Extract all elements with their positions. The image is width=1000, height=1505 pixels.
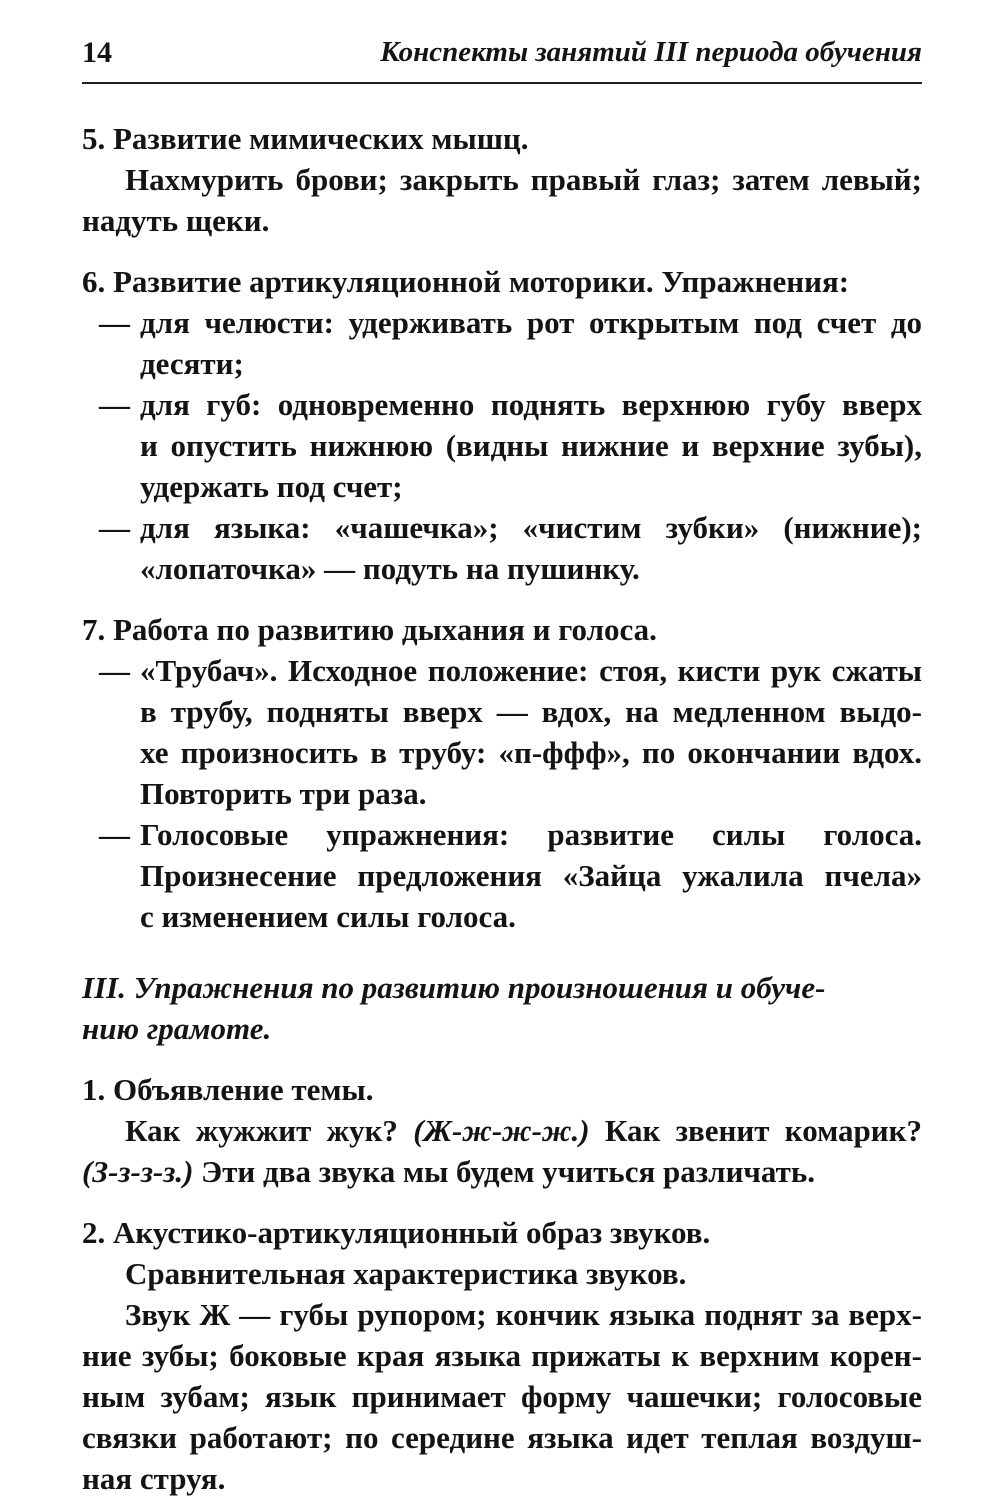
item-1-text-line: (З-з-з-з.) Эти два звука мы будем учиться различать. bbox=[82, 1154, 815, 1189]
item-2-text-line: ным зубам; язык принимает форму чашечки; голосовые bbox=[82, 1379, 922, 1414]
trumpeter-exercise-line: в трубу, подняты вверх — вдох, на медленном выдо- bbox=[140, 694, 922, 729]
item-2-text-line: связки работают; по середине языка идет теплая воздуш- bbox=[82, 1420, 922, 1455]
tongue-exercise-line: — для языка: «чашечка»; «чистим зубки» (нижние); bbox=[82, 507, 922, 548]
trumpeter-exercise-line: Повторить три раза. bbox=[140, 776, 427, 811]
list-dash: — bbox=[99, 387, 130, 422]
item-7-title: 7. Работа по развитию дыхания и голоса. bbox=[82, 612, 657, 647]
page-body bbox=[82, 118, 922, 1499]
lips-exercise-line: удержать под счет; bbox=[140, 469, 403, 504]
lips-exercise-line: и опустить нижнюю (видны нижние и верхние зубы), bbox=[140, 428, 922, 463]
voice-exercise-line: с изменением силы голоса. bbox=[140, 899, 516, 934]
item-1-title: 1. Объявление темы. bbox=[82, 1072, 374, 1107]
item-5-title: 5. Развитие мимических мышц. bbox=[82, 121, 529, 156]
trumpeter-exercise-line: — «Трубач». Исходное положение: стоя, кисти рук сжаты bbox=[82, 650, 922, 691]
item-6-title: 6. Развитие артикуляционной моторики. Упражнения: bbox=[82, 264, 850, 299]
voice-exercise-line: — Голосовые упражнения: развитие силы голоса. bbox=[82, 814, 922, 855]
page-header bbox=[82, 32, 922, 84]
tongue-exercise-line: «лопаточка» — подуть на пушинку. bbox=[140, 551, 640, 586]
list-dash: — bbox=[99, 305, 130, 340]
jaw-exercise-line: — для челюсти: удерживать рот открытым под счет до bbox=[82, 302, 922, 343]
voice-exercise-line: Произнесение предложения «Зайца ужалила пчела» bbox=[140, 858, 922, 893]
item-5-text-line: надуть щеки. bbox=[82, 203, 270, 238]
list-dash: — bbox=[99, 510, 130, 545]
lips-exercise-line: — для губ: одновременно поднять верхнюю губу вверх bbox=[82, 384, 922, 425]
list-dash: — bbox=[99, 653, 130, 688]
trumpeter-exercise-line: хе произносить в трубу: «п-ффф», по окончании вдох. bbox=[140, 735, 922, 770]
item-5-text-line: Нахмурить брови; закрыть правый глаз; затем левый; bbox=[125, 162, 922, 197]
list-dash: — bbox=[99, 817, 130, 852]
page-number: 14 bbox=[82, 36, 112, 69]
item-2-text-line: Звук Ж — губы рупором; кончик языка поднят за верх- bbox=[125, 1297, 922, 1332]
section-heading: нию грамоте. bbox=[82, 1011, 272, 1046]
item-2-subtitle: Сравнительная характеристика звуков. bbox=[125, 1256, 687, 1291]
item-2-title: 2. Акустико-артикуляционный образ звуков. bbox=[82, 1215, 711, 1250]
item-1-text-line: Как жужжит жук? (Ж-ж-ж-ж.) Как звенит комарик? bbox=[125, 1113, 922, 1148]
running-title: Конспекты занятий III периода обучения bbox=[380, 36, 922, 68]
section-heading: III. Упражнения по развитию произношения и обуче- bbox=[82, 970, 826, 1005]
jaw-exercise-line: десяти; bbox=[140, 346, 244, 381]
item-2-text-line: ная струя. bbox=[82, 1461, 226, 1496]
item-2-text-line: ние зубы; боковые края языка прижаты к верхним корен- bbox=[82, 1338, 922, 1373]
